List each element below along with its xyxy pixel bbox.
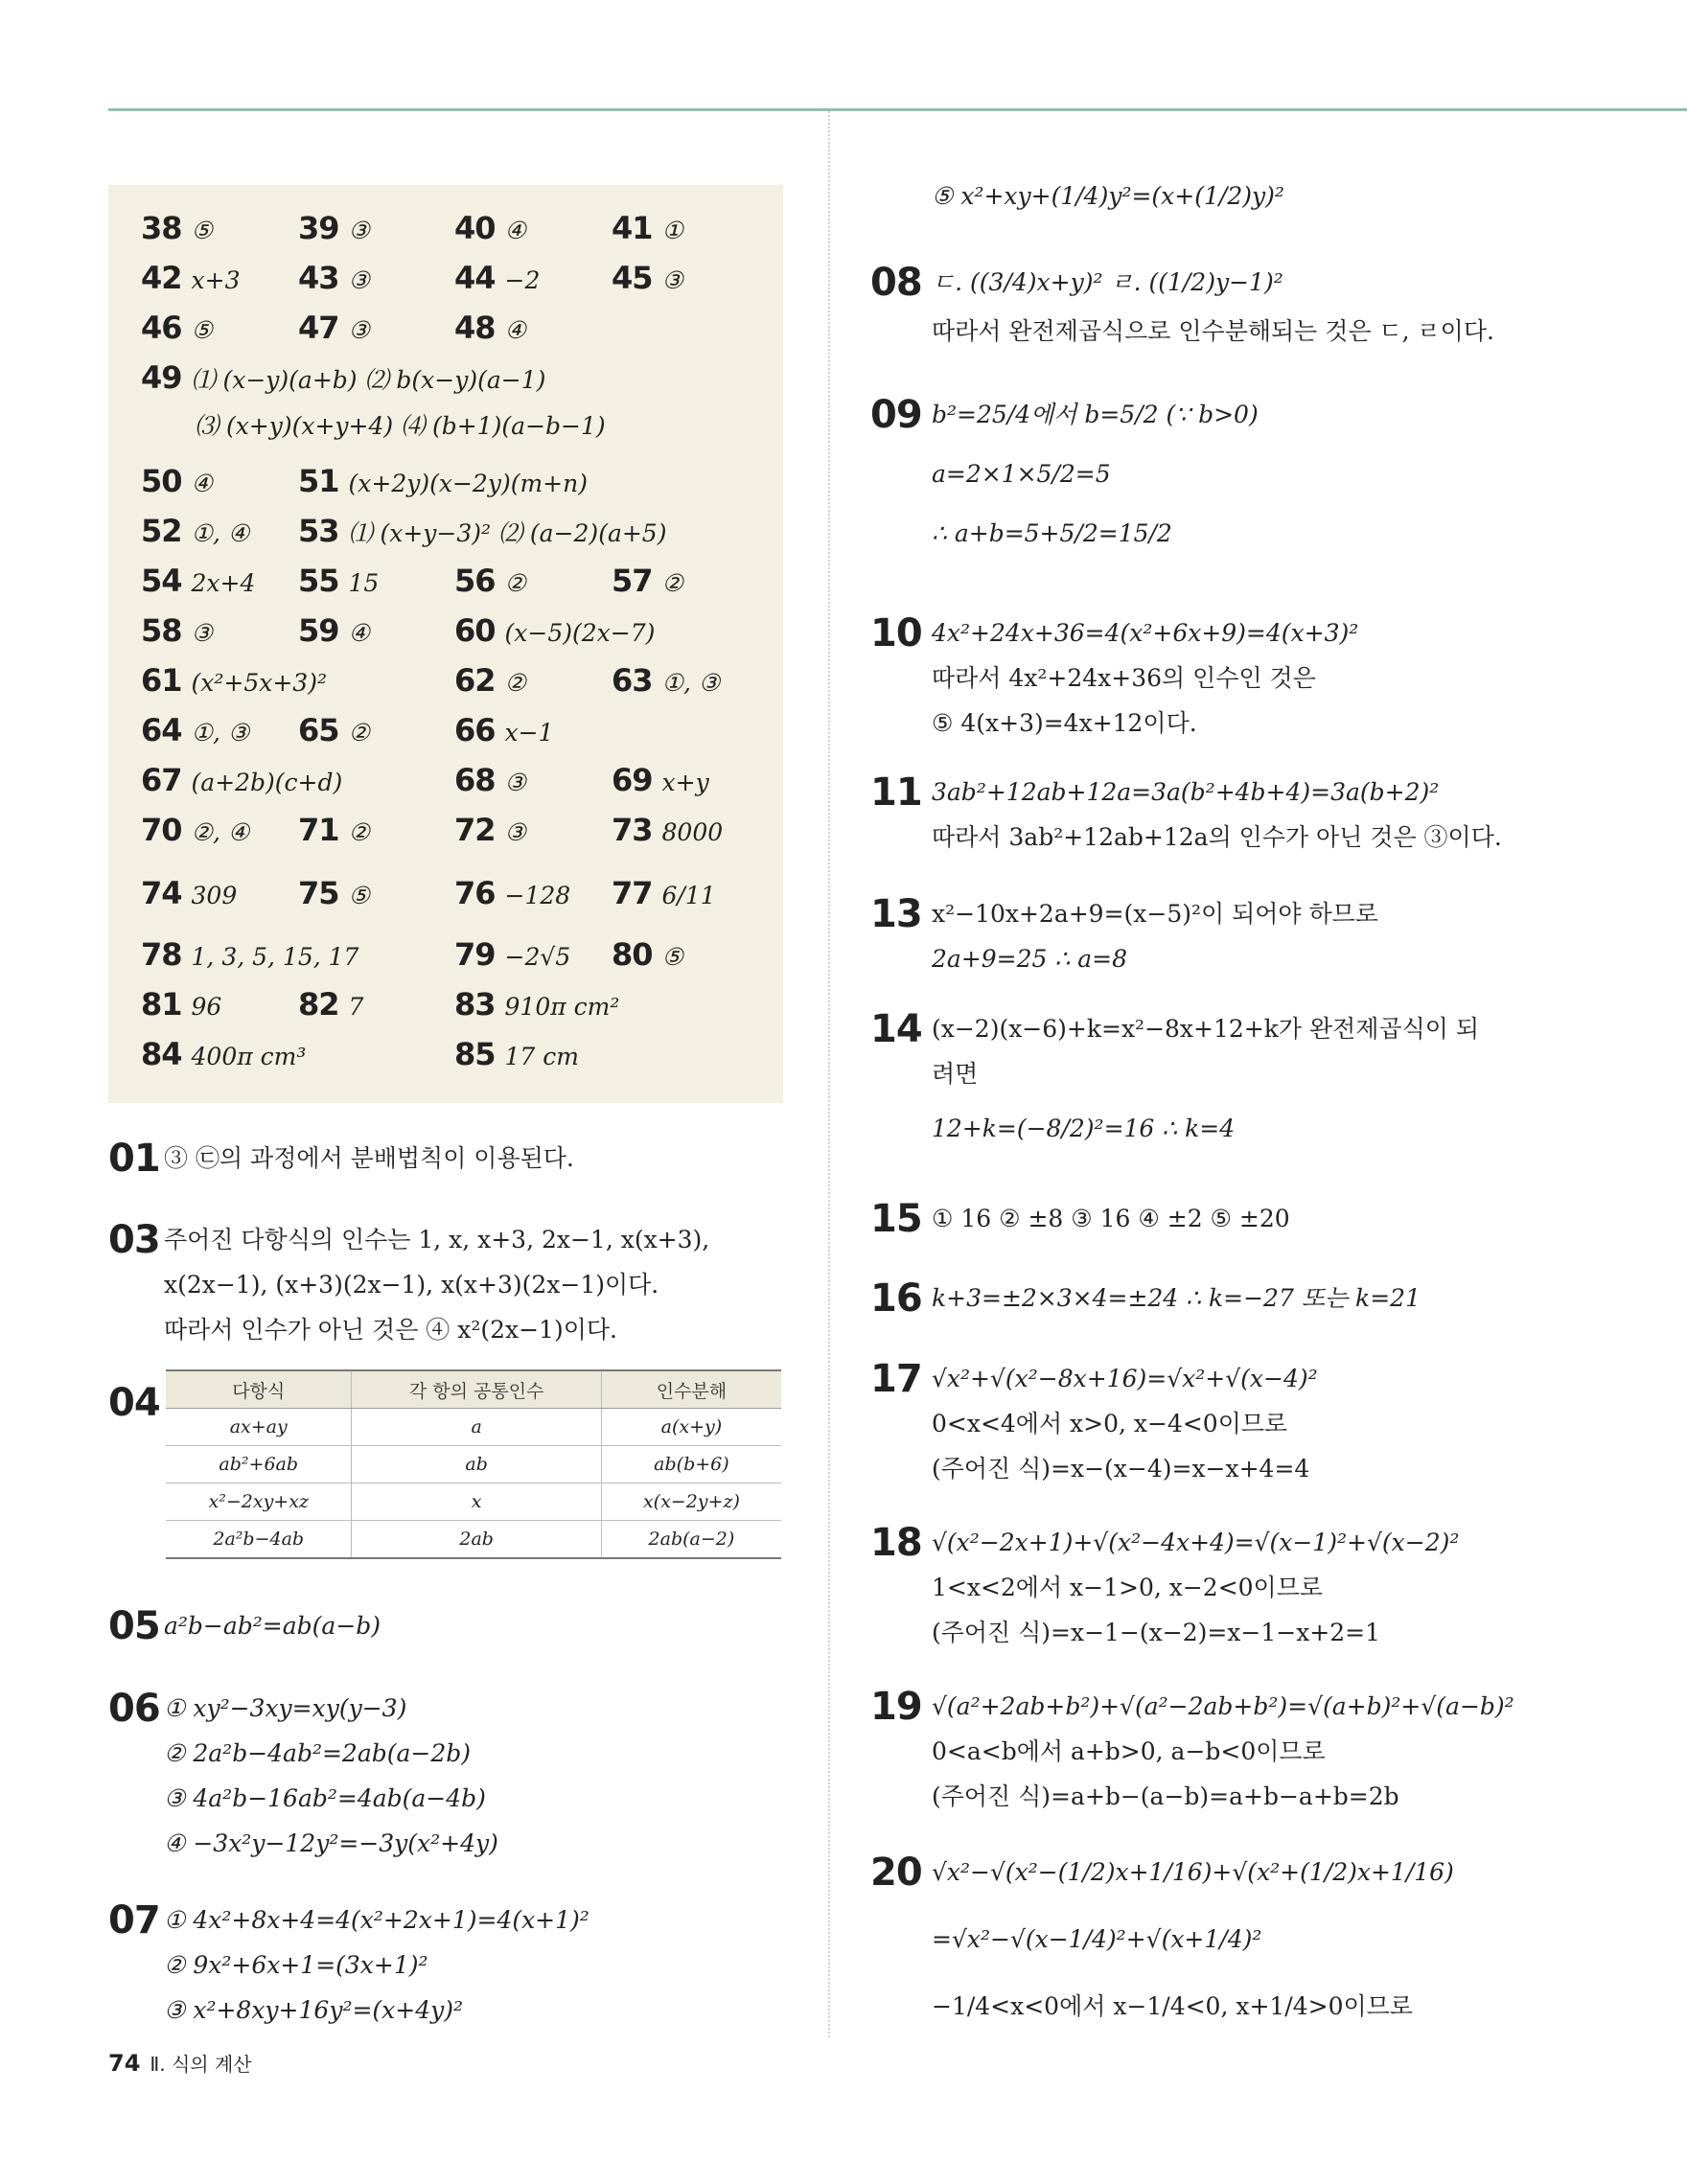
quick-answer: 63 ①, ③ [612,662,721,699]
quick-answer-box [108,185,783,1103]
quick-answer: 39 ③ [298,210,370,246]
quick-answer: 65 ② [298,712,370,748]
quick-answer: 38 ⑤ [141,210,213,246]
quick-answer: 62 ② [454,662,526,699]
quick-answer: 70 ②, ④ [141,812,250,848]
quick-answer: 71 ② [298,812,370,848]
quick-answer: 48 ④ [454,310,526,346]
header-rule [108,108,1687,111]
quick-answer: 82 7 [298,986,364,1023]
chapter-title: Ⅱ. 식의 계산 [150,2053,252,2076]
quick-answer: 50 ④ [141,463,213,499]
quick-answer: 43 ③ [298,260,370,296]
table-row: ab²+6ab ab ab(b+6) [166,1446,781,1483]
quick-answer: 49 ⑴ (x−y)(a+b) ⑵ b(x−y)(a−1) [141,359,546,396]
quick-answer: 76 −128 [454,875,571,911]
table-row: 2a²b−4ab 2ab 2ab(a−2) [166,1521,781,1559]
quick-answer: 40 ④ [454,210,526,246]
page-number: 74 [108,2050,141,2077]
factoring-table [166,1369,781,1559]
page-footer [108,2049,252,2077]
table-row: x²−2xy+xz x x(x−2y+z) [166,1483,781,1521]
table-row: ax+ay a a(x+y) [166,1409,781,1446]
quick-answer: 72 ③ [454,812,526,848]
quick-answer: 57 ② [612,563,683,599]
column-divider [828,111,830,2037]
quick-answer: 77 6/11 [612,875,716,911]
quick-answer: 51 (x+2y)(x−2y)(m+n) [298,463,588,499]
quick-answer: 41 ① [612,210,683,246]
quick-answer: 66 x−1 [454,712,554,748]
quick-answer: 67 (a+2b)(c+d) [141,762,343,798]
quick-answer: 84 400π cm³ [141,1036,307,1072]
quick-answer: 78 1, 3, 5, 15, 17 [141,936,359,973]
table-header: 각 항의 공통인수 [352,1370,601,1409]
quick-answer: 55 15 [298,563,380,599]
quick-answer: 80 ⑤ [612,936,683,973]
quick-answer: 64 ①, ③ [141,712,250,748]
quick-answer: 74 309 [141,875,238,911]
quick-answer: 81 96 [141,986,222,1023]
quick-answer: 46 ⑤ [141,310,213,346]
quick-answer: 45 ③ [612,260,683,296]
quick-answer: 58 ③ [141,612,213,649]
quick-answer: 56 ② [454,563,526,599]
quick-answer: 69 x+y [612,762,709,798]
table-header: 인수분해 [601,1370,781,1409]
quick-answer: 54 2x+4 [141,563,256,599]
quick-answer: 79 −2√5 [454,936,571,973]
quick-answer: 83 910π cm² [454,986,620,1023]
quick-answer: 60 (x−5)(2x−7) [454,612,656,649]
quick-answer: 85 17 cm [454,1036,579,1072]
quick-answer: 53 ⑴ (x+y−3)² ⑵ (a−2)(a+5) [298,513,667,549]
quick-answer: 68 ③ [454,762,526,798]
quick-answer: 44 −2 [454,260,541,296]
quick-answer: 75 ⑤ [298,875,370,911]
quick-answer: 73 8000 [612,812,724,848]
quick-answer: 42 x+3 [141,260,241,296]
quick-answer: 52 ①, ④ [141,513,250,549]
quick-answer: ⑶ (x+y)(x+y+4) ⑷ (b+1)(a−b−1) [195,412,606,440]
quick-answer: 59 ④ [298,612,370,649]
quick-answer: 61 (x²+5x+3)² [141,662,327,699]
table-header: 다항식 [166,1370,352,1409]
quick-answer: 47 ③ [298,310,370,346]
